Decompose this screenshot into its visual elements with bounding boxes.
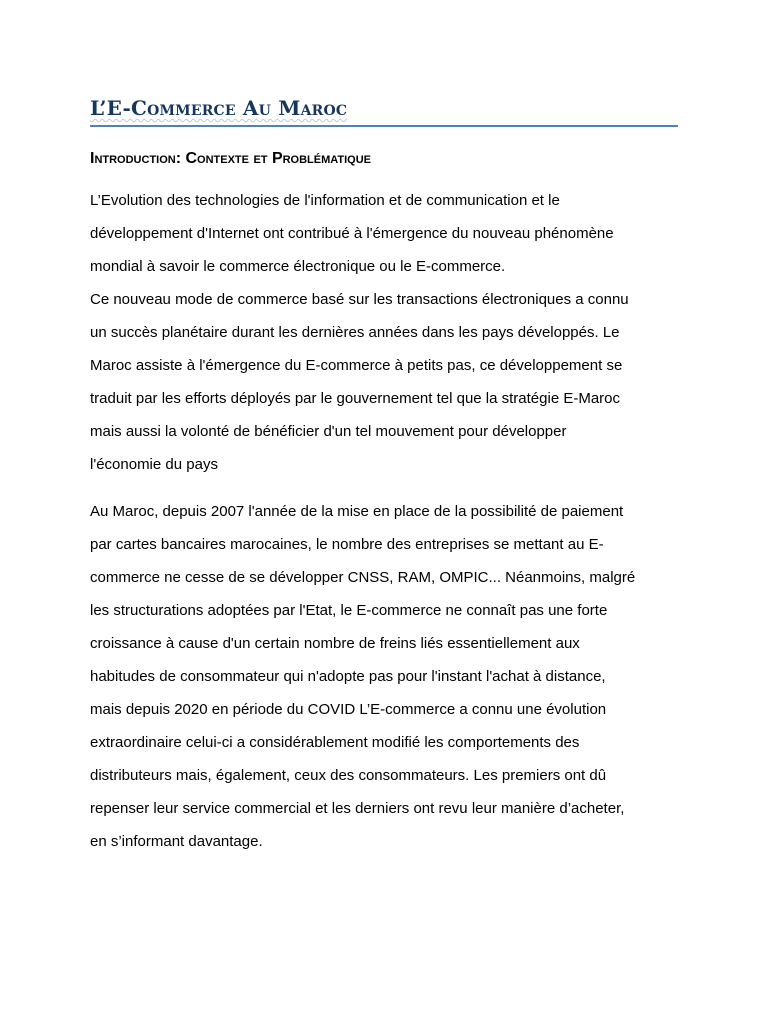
text-line: Ce nouveau mode de commerce basé sur les transactions électroniques a connu bbox=[90, 291, 629, 308]
text-line: les structurations adoptées par l'Etat, le E-commerce ne connaît pas une forte bbox=[90, 602, 608, 619]
text-line: développement d'Internet ont contribué à l'émergence du nouveau phénomène bbox=[90, 225, 614, 242]
text-line: en s’informant davantage. bbox=[90, 833, 263, 850]
text-line: repenser leur service commercial et les derniers ont revu leur manière d’acheter, bbox=[90, 800, 625, 817]
text-line: Au Maroc, depuis 2007 l'année de la mise en place de la possibilité de paiement bbox=[90, 503, 624, 520]
text-line: croissance à cause d'un certain nombre de freins liés essentiellement aux bbox=[90, 635, 580, 652]
document-title: L’E-Commerce Au Maroc bbox=[90, 96, 348, 120]
text-line: mondial à savoir le commerce électronique ou le E-commerce. bbox=[90, 258, 506, 275]
text-line: habitudes de consommateur qui n'adopte pas pour l'instant l'achat à distance, bbox=[90, 668, 606, 685]
section-heading: Introduction: Contexte et Problématique bbox=[90, 150, 372, 167]
text-line: par cartes bancaires marocaines, le nombre des entreprises se mettant au E- bbox=[90, 536, 604, 553]
paragraph-maroc bbox=[90, 495, 680, 858]
text-line: commerce ne cesse de se développer CNSS, RAM, OMPIC... Néanmoins, malgré bbox=[90, 569, 636, 586]
title-underline-rule bbox=[90, 125, 678, 127]
text-line: traduit par les efforts déployés par le gouvernement tel que la stratégie E-Maroc bbox=[90, 390, 621, 407]
text-line: Maroc assiste à l'émergence du E-commerce à petits pas, ce développement se bbox=[90, 357, 623, 374]
text-line: extraordinaire celui-ci a considérablement modifié les comportements des bbox=[90, 734, 580, 751]
text-line: l'économie du pays bbox=[90, 456, 218, 473]
text-line: L’Evolution des technologies de l'information et de communication et le bbox=[90, 192, 560, 209]
text-line: un succès planétaire durant les dernières années dans les pays développés. Le bbox=[90, 324, 620, 341]
text-line: distributeurs mais, également, ceux des consommateurs. Les premiers ont dû bbox=[90, 767, 607, 784]
text-line: mais aussi la volonté de bénéficier d'un tel mouvement pour développer bbox=[90, 423, 567, 440]
text-line: mais depuis 2020 en période du COVID L’E-commerce a connu une évolution bbox=[90, 701, 607, 718]
paragraph-intro bbox=[90, 184, 680, 481]
